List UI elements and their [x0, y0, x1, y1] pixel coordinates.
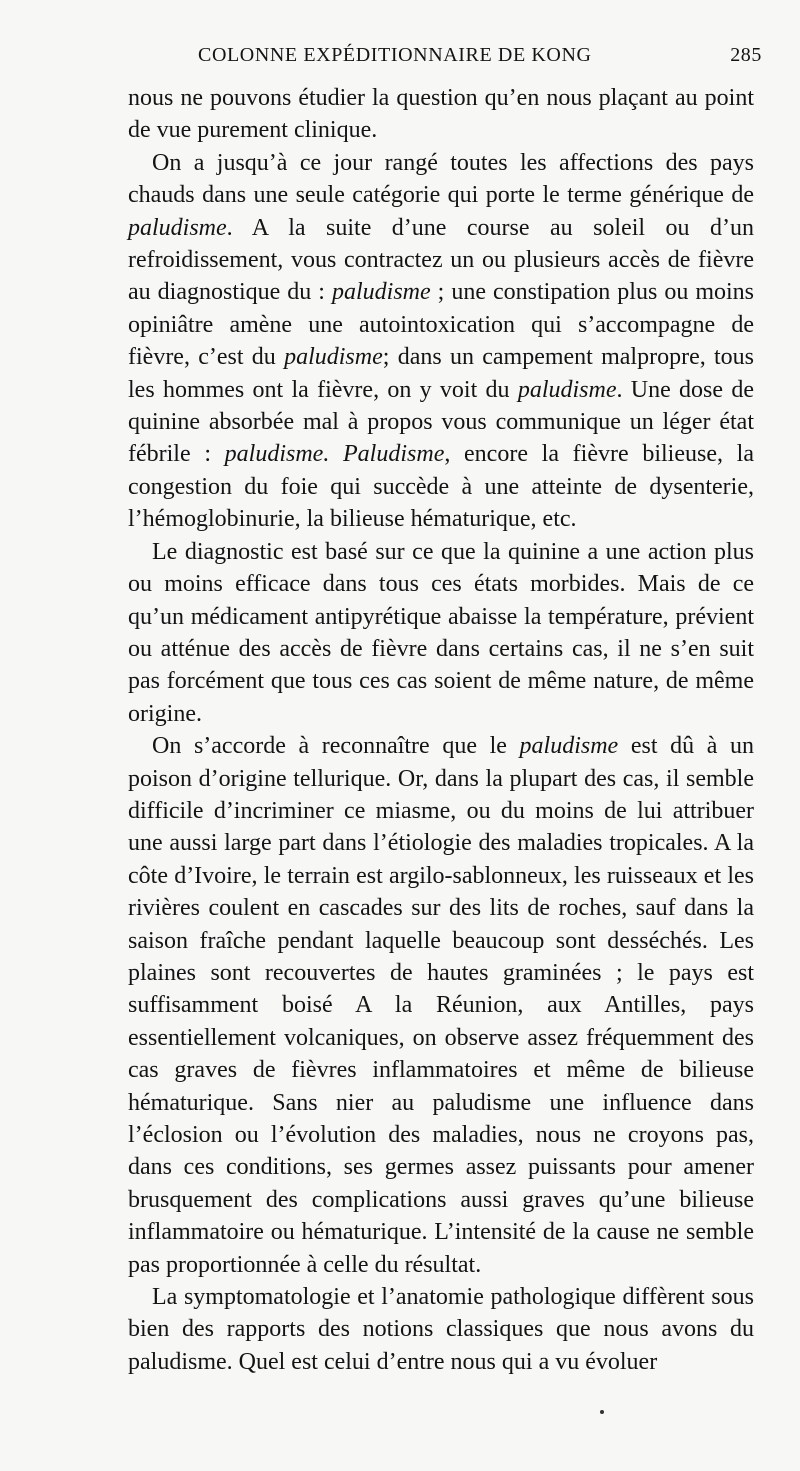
paragraph: [128, 536, 754, 730]
running-head: [130, 44, 762, 74]
text-run: ; dans un campement malpropre, tous les hommes ont la fièvre, on y voit du: [128, 344, 755, 403]
running-title: COLONNE EXPÉDITIONNAIRE DE KONG: [198, 44, 592, 66]
paragraph: [128, 1281, 754, 1378]
italic-term: paludisme. Paludisme: [224, 441, 445, 468]
text-run: On s’accorde à reconnaître que le: [152, 733, 520, 760]
text-run: ; une constipation plus ou moins opiniâtre amène une autointoxication qui s’accompagne de fièvre, c’est du: [128, 279, 754, 371]
text-run: Le diagnostic est basé sur ce que la quinine a une action plus ou moins efficace dans tous ces états morbides. Mais de ce qu’un médicament antipyrétique abaisse la température, prévient ou atténue des accès de fièvre dans certains cas, il ne s’en suit pas forcément que tous ces cas soient de même nature, de même origine.: [128, 538, 754, 727]
paragraph: [128, 147, 754, 536]
italic-term: paludisme: [128, 214, 227, 241]
text-run: . Une dose de quinine absorbée mal à propos vous communique un léger état fébrile :: [128, 376, 754, 468]
italic-term: paludisme: [284, 344, 383, 371]
page-number: 285: [730, 44, 762, 66]
text-run: est dû à un poison d’origine tellurique. Or, dans la plupart des cas, il semble difficile d’incriminer ce miasme, ou du moins de lui attribuer une aussi large part dans l’étiologie des maladies tropicales. A la côte d’Ivoire, le terrain est argilo-sablonneux, les ruisseaux et les rivières coulent en cascades sur des lits de roches, sauf dans la saison fraîche pendant laquelle beaucoup sont desséchés. Les plaines sont recouvertes de hautes graminées ; le pays est suffisamment boisé A la Réunion, aux Antilles, pays essentiellement volcaniques, on observe assez fréquemment des cas graves de fièvres inflammatoires et même de bilieuse hématurique. Sans nier au paludisme une influence dans l’éclosion ou l’évolution des maladies, nous ne croyons pas, dans ces conditions, ses germes assez puissants pour amener brusquement des complications aussi graves qu’une bilieuse inflammatoire ou hématurique. L’intensité de la cause ne semble pas proportionnée à celle du résultat.: [128, 733, 755, 1278]
text-run: La symptomatologie et l’anatomie pathologique diffèrent sous bien des rapports des notions classiques que nous avons du paludisme. Quel est celui d’entre nous qui a vu évoluer: [128, 1284, 754, 1375]
paragraph: [128, 730, 754, 1281]
italic-term: paludisme: [519, 733, 619, 760]
text-run: , encore la fièvre bilieuse, la congestion du foie qui succède à une atteinte de dysenterie, l’hémoglobinurie, la bilieuse hématurique, etc.: [128, 441, 754, 533]
text-run: On a jusqu’à ce jour rangé toutes les affections des pays chauds dans une seule catégorie qui porte le terme générique de: [128, 149, 754, 209]
italic-term: paludisme: [331, 279, 431, 306]
italic-term: paludisme: [517, 376, 617, 403]
text-run: nous ne pouvons étudier la question qu’en nous plaçant au point de vue purement clinique.: [128, 85, 754, 144]
paragraph: [128, 82, 754, 147]
ink-speck: [600, 1410, 604, 1414]
text-run: . A la suite d’une course au soleil ou d’un refroidissement, vous contractez un ou plusieurs accès de fièvre au diagnostique du :: [128, 214, 754, 306]
body-text: [128, 82, 754, 1378]
